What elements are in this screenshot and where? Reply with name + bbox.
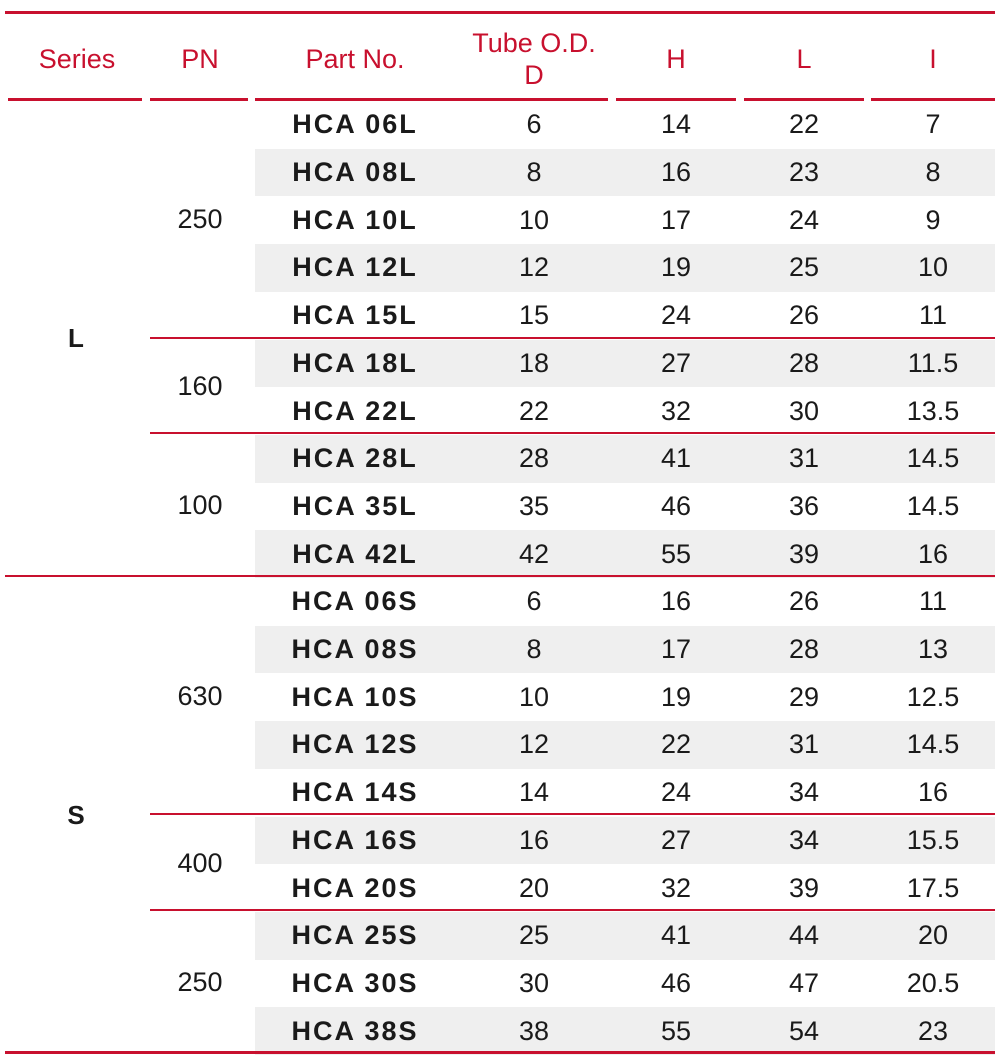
pn-label: 160: [177, 371, 223, 401]
header-underline-pn: [150, 98, 248, 101]
i-cell: 13.5: [906, 395, 960, 426]
part-number-cell: HCA 08L: [292, 157, 418, 188]
h-cell: 24: [660, 300, 692, 331]
h-cell: 41: [660, 443, 692, 474]
pn-separator: [150, 432, 995, 434]
part-number-cell: HCA 10S: [291, 681, 419, 712]
i-cell: 13: [917, 634, 949, 665]
h-cell: 55: [660, 1015, 692, 1046]
part-number-cell: HCA 28L: [292, 443, 418, 474]
h-cell: 16: [660, 157, 692, 188]
tube-od-cell: 10: [518, 681, 550, 712]
series-separator: [5, 575, 995, 577]
header-l: L: [796, 44, 812, 74]
part-number-cell: HCA 38S: [291, 1015, 419, 1046]
tube-od-cell: 20: [518, 872, 550, 903]
tube-od-cell: 42: [518, 538, 550, 569]
h-cell: 41: [660, 920, 692, 951]
tube-od-cell: 6: [526, 586, 542, 617]
part-number-cell: HCA 20S: [291, 872, 419, 903]
part-number-cell: HCA 22L: [292, 395, 418, 426]
header-h: H: [666, 44, 686, 74]
i-cell: 8: [925, 157, 941, 188]
header-part-no: Part No.: [305, 44, 405, 74]
i-cell: 14.5: [906, 490, 960, 521]
tube-od-cell: 35: [518, 490, 550, 521]
i-cell: 14.5: [906, 443, 960, 474]
h-cell: 24: [660, 777, 692, 808]
l-cell: 31: [788, 729, 820, 760]
h-cell: 14: [660, 109, 692, 140]
part-number-cell: HCA 06L: [292, 109, 418, 140]
pn-label: 630: [177, 681, 223, 711]
i-cell: 20: [917, 920, 949, 951]
l-cell: 28: [788, 347, 820, 378]
pn-label: 250: [177, 967, 223, 997]
tube-od-cell: 18: [518, 347, 550, 378]
tube-od-cell: 6: [526, 109, 542, 140]
part-number-cell: HCA 08S: [291, 634, 419, 665]
i-cell: 11: [918, 300, 948, 331]
tube-od-cell: 8: [526, 634, 542, 665]
tube-od-cell: 22: [518, 395, 550, 426]
i-cell: 14.5: [906, 729, 960, 760]
i-cell: 16: [917, 777, 949, 808]
part-number-cell: HCA 12S: [291, 729, 419, 760]
l-cell: 25: [788, 252, 820, 283]
l-cell: 28: [788, 634, 820, 665]
series-label-l: L: [68, 323, 84, 353]
part-number-cell: HCA 10L: [292, 204, 418, 235]
l-cell: 26: [788, 586, 820, 617]
part-number-cell: HCA 42L: [292, 538, 418, 569]
h-cell: 27: [660, 824, 692, 855]
l-cell: 31: [788, 443, 820, 474]
part-number-cell: HCA 06S: [291, 586, 419, 617]
h-cell: 46: [660, 490, 692, 521]
i-cell: 11: [918, 586, 948, 617]
tube-od-cell: 10: [518, 204, 550, 235]
h-cell: 17: [660, 204, 692, 235]
h-cell: 19: [660, 252, 692, 283]
i-cell: 15.5: [906, 824, 960, 855]
bottom-rule: [5, 1051, 995, 1054]
tube-od-cell: 12: [518, 729, 550, 760]
pn-label: 100: [177, 490, 223, 520]
part-number-cell: HCA 15L: [292, 300, 418, 331]
l-cell: 26: [788, 300, 820, 331]
part-number-cell: HCA 25S: [291, 920, 419, 951]
tube-od-cell: 25: [518, 920, 550, 951]
l-cell: 47: [788, 967, 820, 998]
part-number-cell: HCA 30S: [291, 967, 419, 998]
l-cell: 30: [788, 395, 820, 426]
i-cell: 9: [925, 204, 941, 235]
header-series: Series: [38, 44, 116, 74]
tube-od-cell: 28: [518, 443, 550, 474]
i-cell: 23: [917, 1015, 949, 1046]
tube-od-cell: 14: [518, 777, 550, 808]
h-cell: 27: [660, 347, 692, 378]
i-cell: 11.5: [907, 347, 959, 378]
tube-od-cell: 12: [518, 252, 550, 283]
h-cell: 22: [660, 729, 692, 760]
tube-od-cell: 16: [518, 824, 550, 855]
l-cell: 36: [788, 490, 820, 521]
pn-separator: [150, 909, 995, 911]
i-cell: 10: [917, 252, 949, 283]
top-rule: [5, 11, 995, 14]
header-underline-series: [8, 98, 142, 101]
part-number-cell: HCA 16S: [291, 824, 419, 855]
h-cell: 32: [660, 872, 692, 903]
tube-od-cell: 15: [518, 300, 550, 331]
tube-od-cell: 38: [518, 1015, 550, 1046]
h-cell: 16: [660, 586, 692, 617]
pn-label: 400: [177, 848, 223, 878]
i-cell: 16: [917, 538, 949, 569]
l-cell: 23: [788, 157, 820, 188]
i-cell: 20.5: [906, 967, 960, 998]
h-cell: 17: [660, 634, 692, 665]
h-cell: 46: [660, 967, 692, 998]
h-cell: 55: [660, 538, 692, 569]
h-cell: 19: [660, 681, 692, 712]
i-cell: 12.5: [906, 681, 960, 712]
l-cell: 44: [788, 920, 820, 951]
l-cell: 29: [788, 681, 820, 712]
pn-separator: [150, 337, 995, 339]
l-cell: 34: [788, 777, 820, 808]
series-label-s: S: [67, 800, 85, 830]
l-cell: 34: [788, 824, 820, 855]
l-cell: 24: [788, 204, 820, 235]
l-cell: 39: [788, 538, 820, 569]
i-cell: 17.5: [906, 872, 960, 903]
part-number-cell: HCA 35L: [292, 490, 418, 521]
h-cell: 32: [660, 395, 692, 426]
pn-label: 250: [177, 204, 223, 234]
header-i: I: [929, 44, 937, 74]
pn-separator: [150, 813, 995, 815]
tube-od-cell: 30: [518, 967, 550, 998]
i-cell: 7: [925, 109, 941, 140]
l-cell: 54: [788, 1015, 820, 1046]
tube-od-cell: 8: [526, 157, 542, 188]
l-cell: 22: [788, 109, 820, 140]
part-number-cell: HCA 18L: [292, 347, 418, 378]
part-number-cell: HCA 14S: [291, 777, 419, 808]
header-pn: PN: [181, 44, 219, 74]
header-tube-od: Tube O.D. D: [472, 28, 596, 90]
part-number-cell: HCA 12L: [292, 252, 418, 283]
l-cell: 39: [788, 872, 820, 903]
